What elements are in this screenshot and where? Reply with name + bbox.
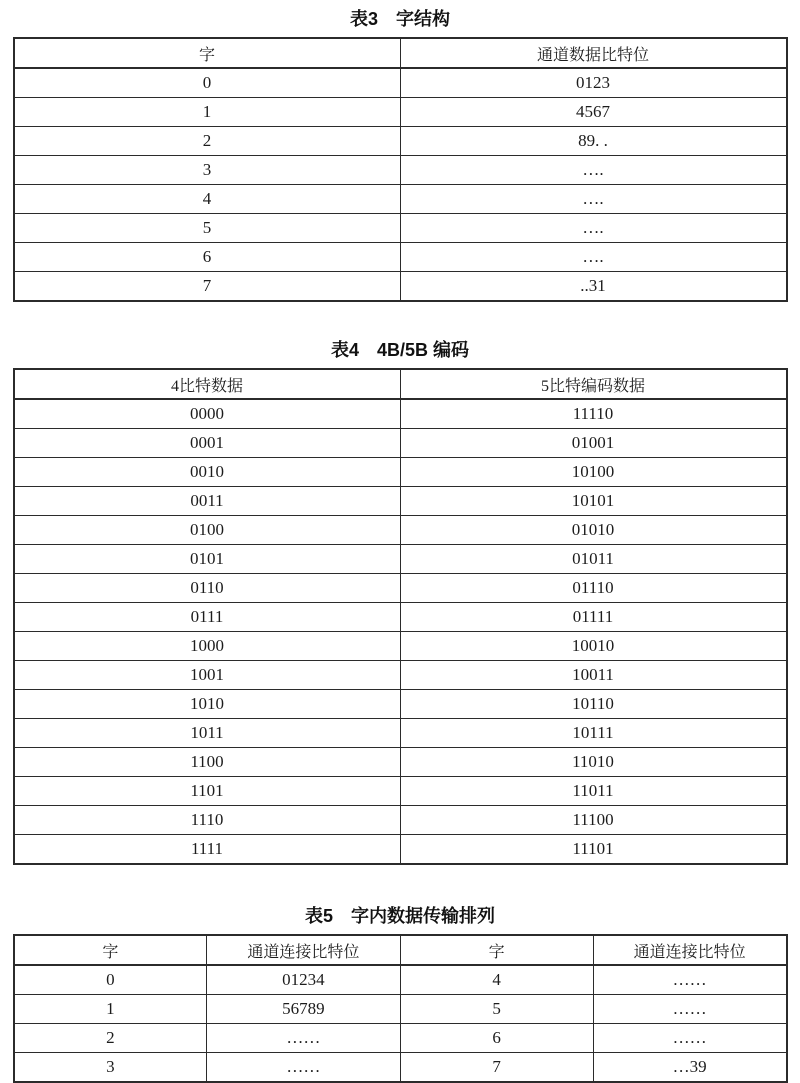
table-row [14, 1024, 787, 1053]
header-row [14, 38, 787, 68]
table-row [14, 68, 787, 98]
table-cell: 0100 [14, 516, 401, 545]
table-cell: …… [207, 1053, 400, 1083]
word-structure-section [0, 0, 800, 302]
table-row [14, 632, 787, 661]
table-cell: 1010 [14, 690, 401, 719]
table-cell: 0123 [400, 68, 787, 98]
table-cell: 01010 [400, 516, 787, 545]
table-cell: 01234 [207, 965, 400, 995]
table-row [14, 574, 787, 603]
column-header: 通道连接比特位 [593, 935, 786, 965]
column-header: 字 [14, 38, 401, 68]
table-cell: 11110 [400, 399, 787, 429]
table-cell: 4 [14, 185, 401, 214]
table-cell: 0011 [14, 487, 401, 516]
table-row [14, 777, 787, 806]
table-cell: 0 [14, 68, 401, 98]
table-cell: 10010 [400, 632, 787, 661]
table-row [14, 458, 787, 487]
4b5b-encoding-section [0, 302, 800, 865]
table-cell: 10110 [400, 690, 787, 719]
table-cell: 0111 [14, 603, 401, 632]
table-cell: …… [207, 1024, 400, 1053]
table4-title: 表4 4B/5B 编码 [330, 340, 470, 360]
column-header: 4比特数据 [14, 369, 401, 399]
table-cell: 1110 [14, 806, 401, 835]
table-cell: 4 [400, 965, 593, 995]
column-header: 字 [400, 935, 593, 965]
table-cell: 3 [14, 1053, 207, 1083]
table-cell: 1111 [14, 835, 401, 865]
word-structure-table [13, 37, 788, 302]
table-row [14, 156, 787, 185]
table-cell: 0001 [14, 429, 401, 458]
table-cell: 01111 [400, 603, 787, 632]
table-cell: 11101 [400, 835, 787, 865]
word-transmission-order-table [13, 934, 788, 1083]
column-header: 字 [14, 935, 207, 965]
column-header: 通道数据比特位 [400, 38, 787, 68]
table-cell: 0110 [14, 574, 401, 603]
table-cell: …. [400, 185, 787, 214]
table-row [14, 545, 787, 574]
table-cell: …… [593, 995, 786, 1024]
table5-title: 表5 字内数据传输排列 [304, 906, 495, 926]
table-row [14, 243, 787, 272]
table-cell: 1000 [14, 632, 401, 661]
table-cell: …… [593, 965, 786, 995]
table-row [14, 719, 787, 748]
table-cell: 10101 [400, 487, 787, 516]
table-cell: …. [400, 156, 787, 185]
table-cell: 1001 [14, 661, 401, 690]
table-row [14, 690, 787, 719]
table-row [14, 516, 787, 545]
table-cell: 10111 [400, 719, 787, 748]
table-row [14, 965, 787, 995]
table-row [14, 98, 787, 127]
table-cell: 0010 [14, 458, 401, 487]
table-cell: 7 [14, 272, 401, 302]
table-row [14, 748, 787, 777]
table-cell: 6 [400, 1024, 593, 1053]
table-cell: 89. . [400, 127, 787, 156]
table-row [14, 806, 787, 835]
4b5b-encoding-table [13, 368, 788, 865]
table-cell: 0 [14, 965, 207, 995]
table-cell: 1 [14, 98, 401, 127]
table-row [14, 399, 787, 429]
table-cell: …. [400, 214, 787, 243]
table-cell: 01011 [400, 545, 787, 574]
table-cell: 10011 [400, 661, 787, 690]
table-cell: 2 [14, 127, 401, 156]
header-row [14, 369, 787, 399]
table-row [14, 661, 787, 690]
table-cell: 1101 [14, 777, 401, 806]
table-cell: 0000 [14, 399, 401, 429]
table-row [14, 214, 787, 243]
table-row [14, 272, 787, 302]
table-cell: …… [593, 1024, 786, 1053]
header-row [14, 935, 787, 965]
table-row [14, 835, 787, 865]
table-cell: 6 [14, 243, 401, 272]
table-cell: 11100 [400, 806, 787, 835]
table-row [14, 487, 787, 516]
table-cell: 4567 [400, 98, 787, 127]
table-cell: 2 [14, 1024, 207, 1053]
table-row [14, 603, 787, 632]
table-cell: 1 [14, 995, 207, 1024]
table-cell: 5 [400, 995, 593, 1024]
table-cell: 11010 [400, 748, 787, 777]
table-cell: ..31 [400, 272, 787, 302]
table-cell: …39 [593, 1053, 786, 1083]
table-cell: …. [400, 243, 787, 272]
table-cell: 0101 [14, 545, 401, 574]
table3-title: 表3 字结构 [349, 9, 450, 29]
word-transmission-order-section [0, 865, 800, 1083]
table-cell: 01001 [400, 429, 787, 458]
table-cell: 10100 [400, 458, 787, 487]
table-cell: 56789 [207, 995, 400, 1024]
table-row [14, 995, 787, 1024]
table-cell: 3 [14, 156, 401, 185]
table-cell: 01110 [400, 574, 787, 603]
table-cell: 1100 [14, 748, 401, 777]
table-row [14, 185, 787, 214]
column-header: 5比特编码数据 [400, 369, 787, 399]
table-row [14, 127, 787, 156]
table-cell: 11011 [400, 777, 787, 806]
table-cell: 7 [400, 1053, 593, 1083]
column-header: 通道连接比特位 [207, 935, 400, 965]
table-row [14, 429, 787, 458]
table-cell: 1011 [14, 719, 401, 748]
table-cell: 5 [14, 214, 401, 243]
